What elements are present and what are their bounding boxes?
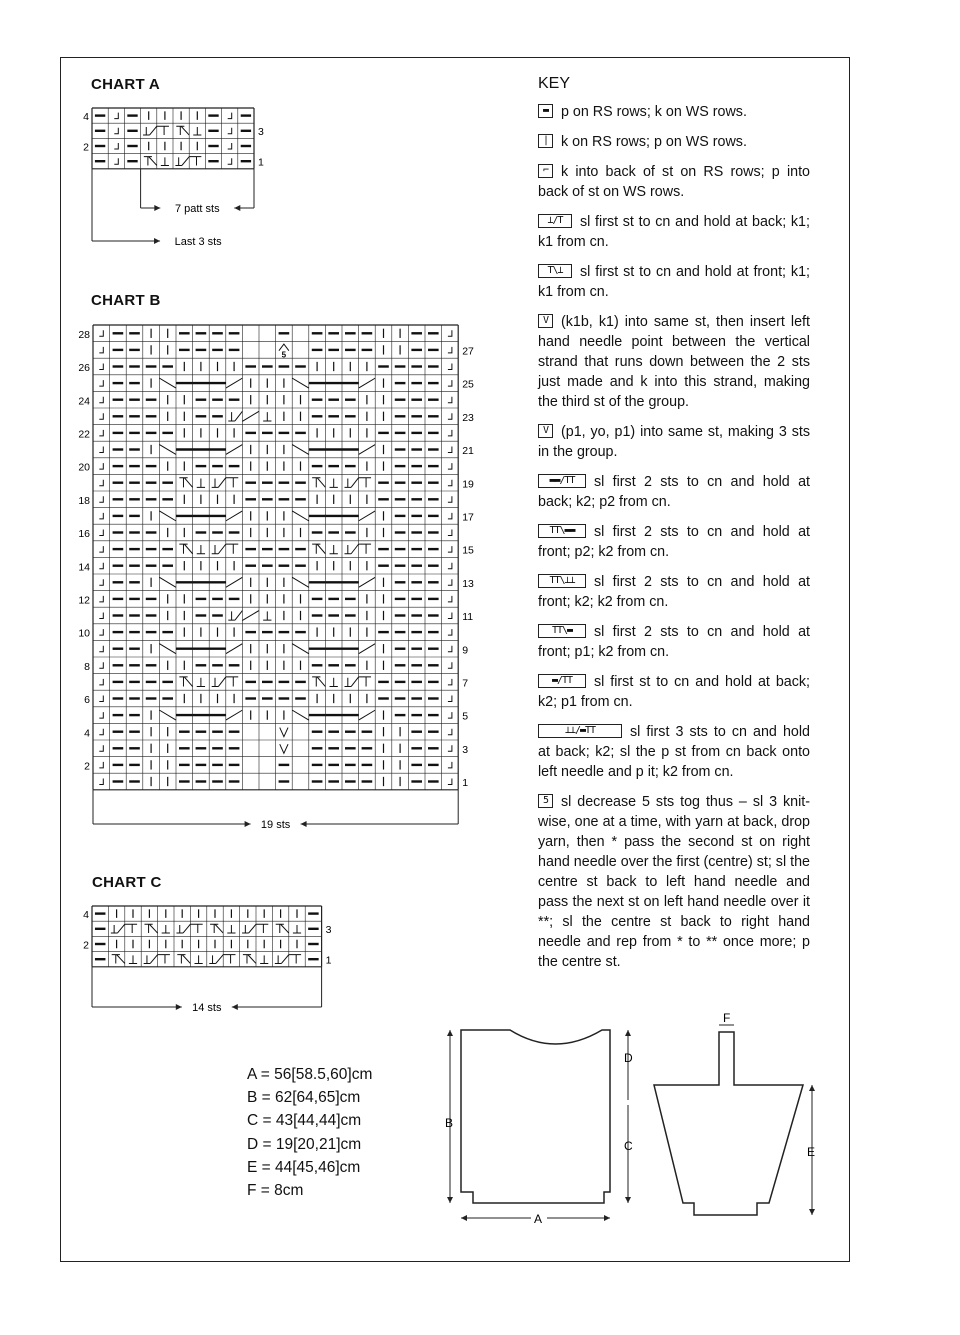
key-symbol-glyph: V: [542, 425, 549, 436]
schematic-label-d: D: [624, 1051, 633, 1065]
key-symbol-glyph: 5: [542, 795, 549, 806]
chart-c-title: CHART C: [92, 874, 162, 891]
key-item-text: sl first 2 sts to cn and hold at back; k2; p2 from cn.: [538, 474, 810, 510]
chart-b-row-number: 11: [462, 611, 474, 624]
key-title: KEY: [538, 75, 571, 92]
chart-b-row-number: 13: [462, 577, 474, 590]
chart-c-row-number: 3: [325, 924, 332, 937]
chart-b-row-number: 10: [78, 627, 90, 640]
key-item-text: sl first 2 sts to cn and hold at front; k2; k2 from cn.: [538, 574, 810, 610]
chart-b-row-number: 4: [84, 727, 90, 740]
measurement-line: A = 56[58.5,60]cm: [247, 1066, 373, 1083]
measurement-line: F = 8cm: [247, 1182, 304, 1200]
chart-a-row-number: 1: [258, 156, 264, 169]
key-item-text: sl decrease 5 sts tog thus – sl 3 knit-wise, one at a time, with yarn at back, drop yarn, then * pass the second st on right hand needle over the first (centre) st; sl the centre st back to left hand needle and pass the next st on left hand needle over it **; sl the centre st back to right hand needle and rep from * to ** once more; p the centre st.: [538, 794, 810, 970]
schematic-label-e: E: [807, 1145, 816, 1159]
chart-a-row-number: 4: [83, 110, 89, 123]
key-symbol-glyph: ▬: [542, 105, 549, 116]
key-symbol-glyph: TT\▬▬: [549, 525, 575, 536]
chart-a-last-label: Last 3 sts: [174, 236, 222, 248]
chart-a-patt-width-label: 7 patt sts: [174, 203, 220, 215]
key-symbol-glyph: ▬▬/TT: [549, 475, 575, 486]
key-item-text: k on RS rows; p on WS rows.: [561, 134, 747, 150]
chart-b-row-number: 24: [78, 395, 90, 408]
chart-c-width-label: 14 sts: [192, 1002, 222, 1014]
schematic-label-c: C: [624, 1139, 633, 1153]
chart-b-row-number: 15: [462, 544, 474, 557]
key-symbol-glyph: |: [542, 135, 549, 146]
measurement-line: B = 62[64,65]cm: [247, 1089, 361, 1107]
schematic-label-a: A: [534, 1212, 543, 1226]
chart-c-row-number: 4: [83, 908, 89, 921]
body-piece-outline: [461, 1030, 610, 1203]
chart-b-row-number: 16: [78, 528, 90, 541]
chart-a-row-number: 3: [258, 126, 264, 139]
key-item-text: k into back of st on RS rows; p into back of st on WS rows.: [538, 164, 810, 200]
chart-b-row-number: 5: [462, 710, 469, 723]
chart-b-row-number: 22: [78, 428, 90, 441]
key-symbol-glyph: ⌐: [542, 165, 549, 176]
chart-a-title: CHART A: [91, 76, 161, 93]
key-symbol-glyph: ⊥⊥/▬TT: [564, 725, 596, 736]
measurement-line: E = 44[45,46]cm: [247, 1158, 361, 1176]
chart-b-row-number: 9: [462, 644, 469, 657]
schematic-label-f: F: [723, 1011, 731, 1025]
measurement-line: D = 19[20,21]cm: [247, 1135, 362, 1153]
key-item-text: sl first st to cn and hold at front; k1; k1 from cn.: [538, 264, 810, 300]
chart-b-row-number: 23: [462, 411, 474, 424]
chart-b-width-label: 19 sts: [260, 819, 291, 831]
chart-b-title: CHART B: [91, 292, 161, 309]
key-symbol-glyph: TT\⊥⊥: [549, 575, 575, 586]
chart-b-row-number: 19: [462, 478, 474, 491]
decrease-5-number: 5: [281, 350, 287, 360]
key-item-text: (k1b, k1) into same st, then insert left hand needle point between the vertical strand that runs down between the 2 sts just made and k into this strand, making the third st of the group.: [538, 314, 810, 410]
key-item-text: (p1, yo, p1) into same st, making 3 sts in the group.: [538, 424, 810, 460]
measurement-line: C = 43[44,44]cm: [247, 1112, 362, 1130]
chart-c-row-number: 2: [83, 939, 89, 952]
chart-b-row-number: 1: [462, 777, 469, 790]
chart-b-row-number: 2: [84, 760, 90, 773]
key-item-text: sl first 2 sts to cn and hold at front; p1; k2 from cn.: [538, 624, 810, 660]
chart-b-row-number: 3: [462, 743, 469, 756]
chart-b-row-number: 25: [462, 378, 474, 391]
chart-b-row-number: 6: [84, 694, 90, 707]
key-item-text: sl first 3 sts to cn and hold at back; k2; sl the p st from cn back onto left needle and p it; k2 from cn.: [538, 724, 810, 780]
chart-b-row-number: 12: [78, 594, 90, 607]
chart-b-row-number: 18: [78, 494, 90, 507]
key-item-text: sl first st to cn and hold at back; k1; k1 from cn.: [538, 214, 810, 250]
chart-b-row-number: 21: [462, 445, 474, 458]
chart-b-row-number: 17: [462, 511, 474, 524]
chart-b-row-number: 14: [78, 561, 90, 574]
chart-b-row-number: 26: [78, 362, 90, 375]
key-item-text: sl first 2 sts to cn and hold at front; p2; k2 from cn.: [538, 524, 810, 560]
chart-b-row-number: 7: [462, 677, 469, 690]
sleeve-piece-outline: [654, 1032, 803, 1215]
key-symbol-glyph: ⊥/T: [547, 215, 563, 226]
key-symbol-glyph: V: [542, 315, 549, 326]
chart-c-row-number: 1: [325, 954, 332, 967]
key-item-text: sl first st to cn and hold at back; k2; p1 from cn.: [538, 674, 810, 710]
chart-b-row-number: 8: [84, 660, 90, 673]
key-symbol-glyph: ▬/TT: [551, 675, 573, 686]
key-item-text: p on RS rows; k on WS rows.: [561, 104, 747, 120]
chart-b-row-number: 28: [78, 328, 90, 341]
chart-b-row-number: 20: [78, 461, 90, 474]
schematic-label-b: B: [445, 1116, 454, 1130]
chart-b-row-number: 27: [462, 345, 474, 358]
key-symbol-glyph: T\⊥: [547, 265, 563, 276]
key-symbol-glyph: TT\▬: [551, 625, 573, 636]
chart-a-row-number: 2: [83, 141, 89, 154]
